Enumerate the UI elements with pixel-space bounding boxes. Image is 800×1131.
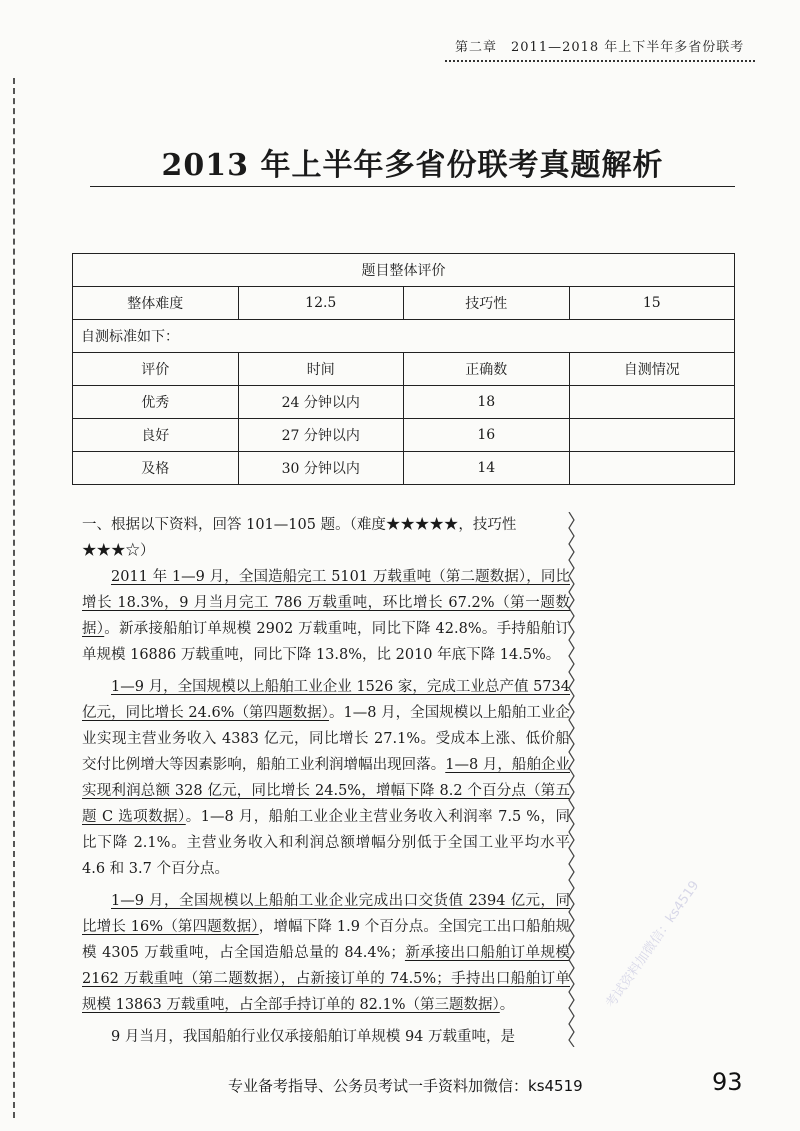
table-row — [73, 452, 735, 485]
time-cell: 30 分钟以内 — [238, 452, 404, 485]
difficulty-value: 12.5 — [238, 287, 404, 320]
page-number: 93 — [712, 1068, 743, 1096]
page-title: 2013 年上半年多省份联考真题解析 — [161, 148, 664, 183]
paragraph-text: 。新承接船舶订单规模 2902 万载重吨，同比下降 42.8%。手持船舶订单规模 16886 万载重吨，同比下降 13.8%，比 2010 年底下降 14.5%。 — [82, 621, 570, 663]
paragraph-text: 。 — [499, 997, 515, 1013]
material-paragraph-2 — [82, 674, 570, 882]
self-check-cell — [569, 452, 735, 485]
skill-label: 技巧性 — [404, 287, 570, 320]
running-header: 第二章 2011—2018 年上下半年多省份联考 — [455, 40, 745, 55]
column-zigzag-border — [565, 512, 577, 1047]
self-check-cell — [569, 419, 735, 452]
time-cell: 27 分钟以内 — [238, 419, 404, 452]
material-paragraph-3 — [82, 888, 570, 1018]
grade-cell: 及格 — [73, 452, 239, 485]
correct-cell: 16 — [404, 419, 570, 452]
binding-margin-line — [13, 78, 15, 1118]
header-dotted-rule — [445, 60, 755, 62]
grade-cell: 优秀 — [73, 386, 239, 419]
paragraph-text: 。1—8 月，全国规模以上船舶工业企业实现主营业务收入 4383 亿元，同比增长 27.1%。受成本上涨、低价船交付比例增大等因素影响，船舶工业利润增幅出现回落。 — [82, 705, 571, 773]
column-header: 时间 — [238, 353, 404, 386]
column-header: 正确数 — [404, 353, 570, 386]
table-caption: 题目整体评价 — [73, 254, 735, 287]
self-check-cell — [569, 386, 735, 419]
highlighted-data: 2011 年 1—9 月，全国造船完工 5101 万载重吨（第二题数据），同比增长 18.3%，9 月当月完工 786 万载重吨，环比增长 67.2%（第一题数据） — [82, 569, 570, 637]
time-cell: 24 分钟以内 — [238, 386, 404, 419]
material-paragraph-1 — [82, 564, 570, 668]
column-header: 自测情况 — [569, 353, 735, 386]
evaluation-table — [72, 253, 735, 485]
table-row — [73, 386, 735, 419]
watermark-text: 考试资料加微信：ks4519 — [603, 878, 703, 1011]
highlighted-data: 1—8 月，船舶企业实现利润总额 328 亿元，同比增长 24.5%，增幅下降 8.2 个百分点（第五题 C 选项数据） — [82, 757, 571, 825]
correct-cell: 18 — [404, 386, 570, 419]
skill-value: 15 — [569, 287, 735, 320]
paragraph-text: 。1—8 月，船舶工业企业主营业务收入利润率 7.5 %，同比下降 2.1%。主营业务收入和利润总额增幅分别低于全国工业平均水平 4.6 和 3.7 个百分点。 — [82, 809, 570, 877]
grade-cell: 良好 — [73, 419, 239, 452]
correct-cell: 14 — [404, 452, 570, 485]
highlighted-data: 1—9 月，全国规模以上船舶工业企业 1526 家，完成工业总产值 5734 亿元，同比增长 24.6%（第四题数据） — [82, 679, 570, 721]
standard-note: 自测标准如下： — [73, 320, 735, 353]
highlighted-data: 1—9 月，全国规模以上船舶工业企业完成出口交货值 2394 亿元，同比增长 16%（第四题数据） — [82, 893, 570, 935]
question-material — [82, 512, 570, 1056]
highlighted-data: 新承接出口船舶订单规模 2162 万载重吨（第二题数据），占新接订单的 74.5%；手持出口船舶订单规模 13863 万载重吨，占全部手持订单的 82.1%（第三题数据） — [82, 945, 571, 1013]
table-row — [73, 419, 735, 452]
title-rule — [90, 186, 735, 187]
material-paragraph-4: 9 月当月，我国船舶行业仅承接船舶订单规模 94 万载重吨，是 — [111, 1029, 516, 1045]
footer-note: 专业备考指导、公务员考试一手资料加微信：ks4519 — [228, 1077, 583, 1095]
paragraph-text: ，增幅下降 1.9 个百分点。全国完工出口船舶规模 4305 万载重吨，占全国造船总量的 84.4%； — [82, 919, 570, 961]
column-header: 评价 — [73, 353, 239, 386]
difficulty-label: 整体难度 — [73, 287, 239, 320]
question-heading: 一、根据以下资料，回答 101—105 题。（难度★★★★★，技巧性★★★☆） — [82, 517, 517, 559]
